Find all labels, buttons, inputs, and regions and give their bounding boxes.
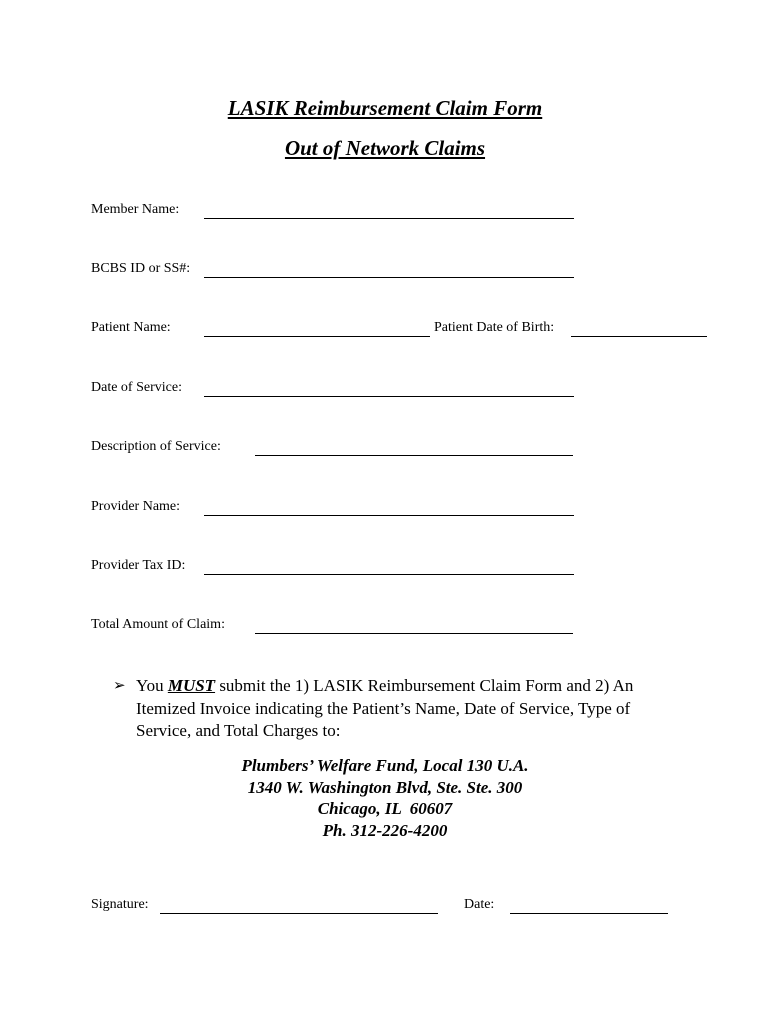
address-phone: Ph. 312-226-4200 bbox=[322, 820, 448, 840]
patient-dob-label: Patient Date of Birth: bbox=[434, 320, 555, 335]
description-of-service-label: Description of Service: bbox=[91, 439, 221, 454]
patient-name-field[interactable] bbox=[204, 336, 430, 337]
instruction-emphasis: MUST bbox=[167, 676, 216, 695]
form-subtitle: Out of Network Claims bbox=[284, 136, 486, 160]
description-of-service-field[interactable] bbox=[255, 455, 573, 456]
member-name-field[interactable] bbox=[204, 218, 574, 219]
provider-name-label: Provider Name: bbox=[91, 499, 181, 514]
bcbs-id-field[interactable] bbox=[204, 277, 574, 278]
address-line-1: Plumbers’ Welfare Fund, Local 130 U.A. bbox=[241, 756, 529, 775]
patient-name-label: Patient Name: bbox=[91, 320, 171, 335]
member-name-label: Member Name: bbox=[91, 202, 180, 217]
form-title: LASIK Reimbursement Claim Form bbox=[227, 96, 543, 120]
provider-tax-id-field[interactable] bbox=[204, 574, 574, 575]
date-field[interactable] bbox=[510, 913, 668, 914]
address-line-2: 1340 W. Washington Blvd, Ste. Ste. 300 bbox=[247, 777, 523, 797]
signature-label: Signature: bbox=[91, 897, 149, 912]
bcbs-id-label: BCBS ID or SS#: bbox=[91, 261, 191, 276]
mailing-address bbox=[0, 755, 770, 841]
address-line-3: Chicago, IL 60607 bbox=[317, 799, 453, 818]
provider-tax-id-label: Provider Tax ID: bbox=[91, 558, 186, 573]
instruction-before: You bbox=[136, 676, 168, 695]
total-amount-label: Total Amount of Claim: bbox=[91, 617, 225, 632]
patient-dob-field[interactable] bbox=[571, 336, 707, 337]
total-amount-field[interactable] bbox=[255, 633, 573, 634]
arrow-bullet-icon: ➢ bbox=[113, 678, 126, 694]
signature-field[interactable] bbox=[160, 913, 438, 914]
provider-name-field[interactable] bbox=[204, 515, 574, 516]
date-of-service-field[interactable] bbox=[204, 396, 574, 397]
submission-instruction bbox=[113, 675, 673, 743]
instruction-after: submit the 1) LASIK Reimbursement Claim Form and 2) An Itemized Invoice indicating the Patient’s Name, Date of Service, Type of Service, and Total Charges to: bbox=[136, 676, 634, 740]
date-of-service-label: Date of Service: bbox=[91, 380, 182, 395]
date-label: Date: bbox=[464, 897, 495, 912]
instruction-text bbox=[136, 675, 673, 743]
